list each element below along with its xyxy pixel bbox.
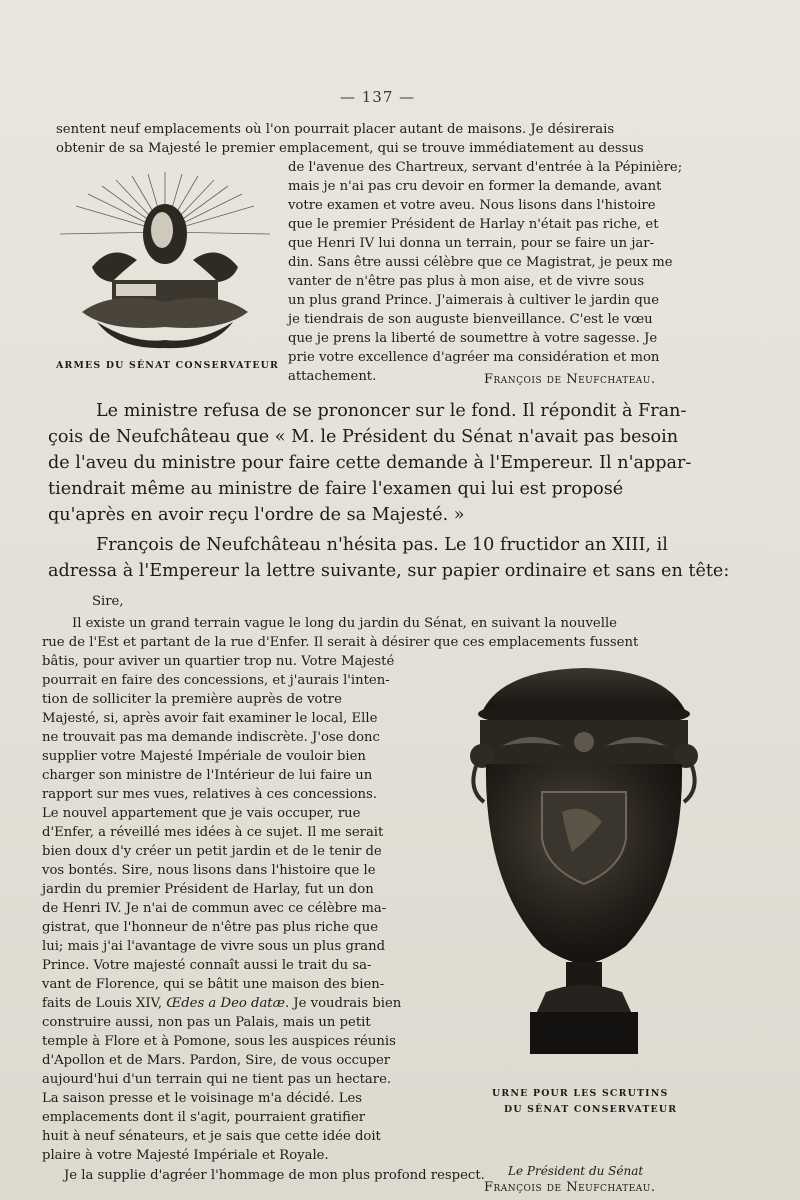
text-line: Le nouvel appartement que je vais occuper, rue xyxy=(42,806,361,821)
text-line: mais je n'ai pas cru devoir en former la demande, avant xyxy=(288,179,662,194)
text-line: vant de Florence, qui se bâtit une maison des bien- xyxy=(42,977,385,992)
text-line: de l'aveu du ministre pour faire cette demande à l'Empereur. Il n'appar- xyxy=(48,453,692,473)
text-line: sentent neuf emplacements où l'on pourrait placer autant de maisons. Je désirerais xyxy=(56,122,615,137)
text-line: din. Sans être aussi célèbre que ce Magistrat, je peux me xyxy=(288,255,673,270)
text-line: adressa à l'Empereur la lettre suivante, sur papier ordinaire et sans en tête: xyxy=(48,561,730,581)
signature: François de Neufchateau. xyxy=(484,372,656,387)
text-line: ne trouvait pas ma demande indiscrète. J'ose donc xyxy=(42,730,380,745)
closing-line: Je la supplie d'agréer l'hommage de mon plus profond respect. xyxy=(64,1168,485,1183)
text-line: charger son ministre de l'Intérieur de lui faire un xyxy=(42,768,373,783)
text-line: construire aussi, non pas un Palais, mais un petit xyxy=(42,1015,371,1030)
emblem-caption: ARMES DU SÉNAT CONSERVATEUR xyxy=(56,360,280,371)
text-line: rapport sur mes vues, relatives à ces concessions. xyxy=(42,787,377,802)
signature-title: Le Président du Sénat xyxy=(508,1164,644,1178)
text-line: vos bontés. Sire, nous lisons dans l'histoire que le xyxy=(42,863,376,878)
text-line: de l'avenue des Chartreux, servant d'entrée à la Pépinière; xyxy=(288,160,683,175)
ballot-urn-photo xyxy=(462,662,706,1082)
text-line: pourrait en faire des concessions, et j'aurais l'inten- xyxy=(42,673,390,688)
text-line: Prince. Votre majesté connaît aussi le trait du sa- xyxy=(42,958,372,973)
signature: François de Neufchateau. xyxy=(484,1180,656,1195)
text-line: votre examen et votre aveu. Nous lisons dans l'histoire xyxy=(288,198,656,213)
text-line: aujourd'hui d'un terrain qui ne tient pas un hectare. xyxy=(42,1072,392,1087)
text-span: faits de Louis XIV, xyxy=(42,996,167,1011)
text-line: François de Neufchâteau n'hésita pas. Le 10 fructidor an XIII, il xyxy=(96,535,668,555)
text-line: jardin du premier Président de Harlay, fut un don xyxy=(42,882,374,897)
text-line: prie votre excellence d'agréer ma considération et mon xyxy=(288,350,660,365)
text-line: huit à neuf sénateurs, et je sais que cette idée doit xyxy=(42,1129,381,1144)
text-line: un plus grand Prince. J'aimerais à cultiver le jardin que xyxy=(288,293,660,308)
text-line: tiendrait même au ministre de faire l'examen qui lui est proposé xyxy=(48,479,624,499)
text-line: obtenir de sa Majesté le premier emplacement, qui se trouve immédiatement au dessus xyxy=(56,141,644,156)
text-line: de Henri IV. Je n'ai de commun avec ce célèbre ma- xyxy=(42,901,387,916)
text-span: . Je voudrais bien xyxy=(285,996,402,1011)
text-line: gistrat, que l'honneur de n'être pas plus riche que xyxy=(42,920,379,935)
text-line: que Henri IV lui donna un terrain, pour se faire un jar- xyxy=(288,236,655,251)
page-number: — 137 — xyxy=(340,88,416,106)
text-line: d'Apollon et de Mars. Pardon, Sire, de vous occuper xyxy=(42,1053,391,1068)
text-line: Le ministre refusa de se prononcer sur le fond. Il répondit à Fran- xyxy=(96,401,687,421)
urn-caption: URNE POUR LES SCRUTINS xyxy=(492,1088,669,1099)
latin-quote-line xyxy=(42,994,401,1013)
text-line: La saison presse et le voisinage m'a décidé. Les xyxy=(42,1091,363,1106)
text-line: tion de solliciter la première auprès de votre xyxy=(42,692,342,707)
text-line: emplacements dont il s'agit, pourraient gratifier xyxy=(42,1110,366,1125)
text-line: attachement. xyxy=(288,369,377,384)
text-line: rue de l'Est et partant de la rue d'Enfer. Il serait à désirer que ces emplacements fussent xyxy=(42,635,639,650)
urn-caption: DU SÉNAT CONSERVATEUR xyxy=(504,1104,678,1115)
text-line: que je prens la liberté de soumettre à votre sagesse. Je xyxy=(288,331,658,346)
text-line: supplier votre Majesté Impériale de vouloir bien xyxy=(42,749,366,764)
text-line: que le premier Président de Harlay n'était pas riche, et xyxy=(288,217,659,232)
text-line: qu'après en avoir reçu l'ordre de sa Majesté. » xyxy=(48,505,465,525)
text-line: vanter de n'être pas plus à mon aise, et de vivre sous xyxy=(288,274,645,289)
text-line: temple à Flore et à Pomone, sous les auspices réunis xyxy=(42,1034,396,1049)
text-line: çois de Neufchâteau que « M. le Président du Sénat n'avait pas besoin xyxy=(48,427,679,447)
text-line: je tiendrais de son auguste bienveillance. C'est le vœu xyxy=(288,312,653,327)
senate-arms-engraving xyxy=(52,172,278,352)
text-line: Il existe un grand terrain vague le long du jardin du Sénat, en suivant la nouvelle xyxy=(72,616,617,631)
text-line: Majesté, si, après avoir fait examiner le local, Elle xyxy=(42,711,378,726)
salutation: Sire, xyxy=(92,594,124,609)
text-line: plaire à votre Majesté Impériale et Royale. xyxy=(42,1148,329,1163)
text-line: lui; mais j'ai l'avantage de vivre sous un plus grand xyxy=(42,939,386,954)
text-line: bien doux d'y créer un petit jardin et de le tenir de xyxy=(42,844,382,859)
latin-quote: Œdes a Deo datæ xyxy=(166,996,285,1011)
text-line: d'Enfer, a réveillé mes idées à ce sujet. Il me serait xyxy=(42,825,384,840)
text-line: bâtis, pour aviver un quartier trop nu. Votre Majesté xyxy=(42,654,395,669)
